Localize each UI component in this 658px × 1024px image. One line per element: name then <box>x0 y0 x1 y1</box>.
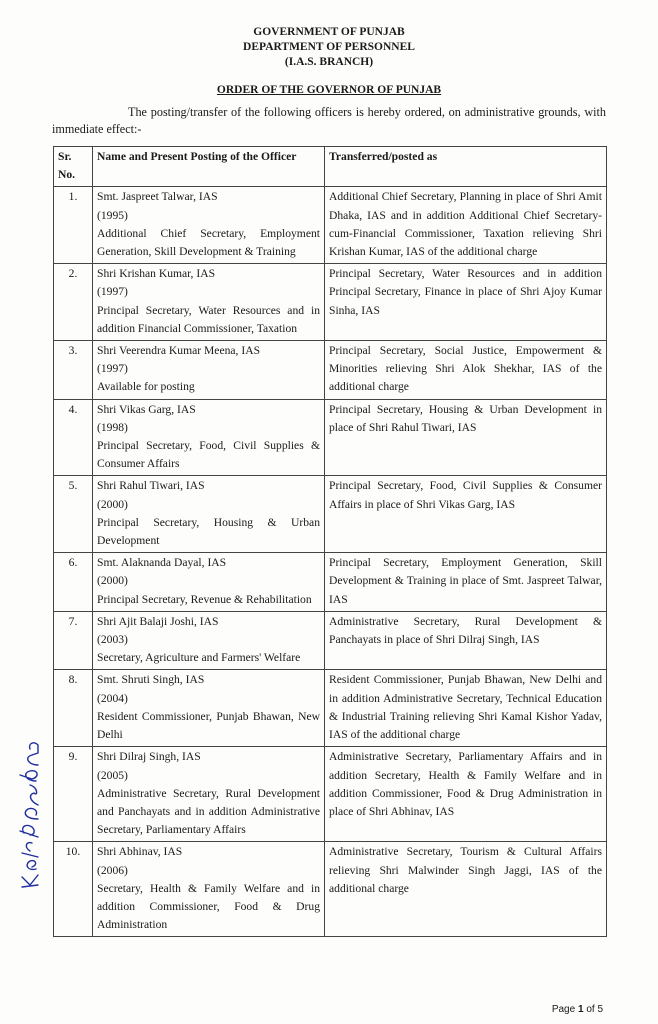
header-transferred: Transferred/posted as <box>325 147 607 187</box>
table-row <box>54 747 607 842</box>
footer-of-label: of <box>586 1004 595 1015</box>
officer-name: Shri Ajit Balaji Joshi, IAS <box>97 614 219 628</box>
row-sr-no: 5. <box>54 476 93 553</box>
officer-name: Shri Veerendra Kumar Meena, IAS <box>97 344 261 358</box>
table-row <box>54 670 607 747</box>
header-branch: (I.A.S. BRANCH) <box>284 56 374 68</box>
officer-present-posting: Principal Secretary, Housing & Urban Development <box>97 515 320 548</box>
row-sr-no: 2. <box>54 264 93 341</box>
officer-present-posting: Principal Secretary, Revenue & Rehabilitation <box>97 592 312 606</box>
row-sr-no: 4. <box>54 399 93 476</box>
handwritten-signature <box>8 735 48 895</box>
row-sr-no: 7. <box>54 611 93 670</box>
officer-name: Shri Krishan Kumar, IAS <box>97 267 216 281</box>
intro-paragraph: The posting/transfer of the following officers is hereby ordered, on administrative grounds, with immediate effect:- <box>52 105 606 136</box>
row-sr-no: 1. <box>54 187 93 264</box>
row-transferred-posted-as: Principal Secretary, Water Resources and in addition Principal Secretary, Finance in place of Shri Ajoy Kumar Sinha, IAS <box>325 264 607 341</box>
table-row <box>54 187 607 264</box>
table-header-row <box>54 147 607 187</box>
header-name-posting: Name and Present Posting of the Officer <box>93 147 325 187</box>
officer-present-posting: Principal Secretary, Water Resources and in addition Financial Commissioner, Taxation <box>97 303 320 335</box>
row-sr-no: 9. <box>54 747 93 842</box>
footer-total-pages: 5 <box>597 1004 603 1015</box>
footer-page-label: Page <box>551 1004 576 1015</box>
officer-present-posting: Administrative Secretary, Rural Development and Panchayats and in addition Administrative Secretary, Parliamentary Affairs <box>97 786 320 837</box>
row-transferred-posted-as: Principal Secretary, Food, Civil Supplies & Consumer Affairs in place of Shri Vikas Garg, IAS <box>325 476 607 553</box>
row-transferred-posted-as: Administrative Secretary, Parliamentary Affairs and in addition Secretary, Health & Family Welfare and in addition Commissioner, Food & Drug Administration in place of Shri Abhinav, IAS <box>325 747 607 842</box>
row-transferred-posted-as: Administrative Secretary, Tourism & Cultural Affairs relieving Shri Malwinder Singh Jaggi, IAS of the additional charge <box>325 842 607 937</box>
row-transferred-posted-as: Principal Secretary, Housing & Urban Development in place of Shri Rahul Tiwari, IAS <box>325 399 607 476</box>
row-transferred-posted-as: Administrative Secretary, Rural Development & Panchayats in place of Shri Dilraj Singh, IAS <box>325 611 607 670</box>
officer-batch-year: (1998) <box>97 420 128 434</box>
officer-present-posting: Secretary, Health & Family Welfare and in addition Commissioner, Food & Drug Administration <box>97 881 320 932</box>
row-officer-details <box>93 187 325 264</box>
header-government: GOVERNMENT OF PUNJAB <box>253 26 405 38</box>
table-row <box>54 842 607 937</box>
row-officer-details <box>93 842 325 937</box>
row-officer-details <box>93 553 325 612</box>
table-row <box>54 553 607 612</box>
officer-batch-year: (2003) <box>97 633 128 647</box>
officer-name: Shri Rahul Tiwari, IAS <box>97 479 205 493</box>
row-transferred-posted-as: Resident Commissioner, Punjab Bhawan, New Delhi and in addition Administrative Secretary, Technical Education & Industrial Training relieving Shri Kamal Kishor Yadav, IAS of the additional charge <box>325 670 607 747</box>
row-officer-details <box>93 611 325 670</box>
officer-batch-year: (2004) <box>97 691 128 705</box>
officer-name: Shri Dilraj Singh, IAS <box>97 750 201 764</box>
row-sr-no: 6. <box>54 553 93 612</box>
header-sr-no <box>54 147 93 187</box>
page-footer <box>552 1004 603 1015</box>
table-row <box>54 611 607 670</box>
table-row <box>54 264 607 341</box>
officer-name: Smt. Alaknanda Dayal, IAS <box>97 556 227 570</box>
officer-batch-year: (2006) <box>97 863 128 877</box>
table-row <box>54 399 607 476</box>
table-row <box>54 341 607 400</box>
officer-present-posting: Secretary, Agriculture and Farmers' Welfare <box>97 651 301 665</box>
table-row <box>54 476 607 553</box>
row-officer-details <box>93 670 325 747</box>
row-transferred-posted-as: Principal Secretary, Employment Generation, Skill Development & Training in place of Smt. Jaspreet Talwar, IAS <box>325 553 607 612</box>
footer-page-number: 1 <box>577 1004 584 1015</box>
row-officer-details <box>93 476 325 553</box>
row-sr-no: 10. <box>54 842 93 937</box>
header-sr-line1: Sr. <box>58 150 72 163</box>
officer-name: Smt. Jaspreet Talwar, IAS <box>97 190 218 204</box>
row-officer-details <box>93 747 325 842</box>
row-sr-no: 8. <box>54 670 93 747</box>
officer-name: Shri Vikas Garg, IAS <box>97 402 196 416</box>
officer-present-posting: Additional Chief Secretary, Employment Generation, Skill Development & Training <box>97 226 320 259</box>
officer-batch-year: (2005) <box>97 768 128 782</box>
officer-batch-year: (1997) <box>97 362 128 376</box>
officer-present-posting: Available for posting <box>97 380 195 394</box>
row-sr-no: 3. <box>54 341 93 400</box>
document-header <box>0 25 658 70</box>
transfer-table <box>53 146 607 937</box>
officer-batch-year: (2000) <box>97 574 128 588</box>
row-transferred-posted-as: Additional Chief Secretary, Planning in place of Shri Amit Dhaka, IAS and in addition Additional Chief Secretary-cum-Financial Commissioner, Taxation relieving Shri Krishan Kumar, IAS of the additional charge <box>325 187 607 264</box>
header-department: DEPARTMENT OF PERSONNEL <box>243 41 415 53</box>
officer-batch-year: (2000) <box>97 497 128 511</box>
officer-batch-year: (1997) <box>97 285 128 299</box>
officer-present-posting: Resident Commissioner, Punjab Bhawan, New Delhi <box>97 709 320 742</box>
row-officer-details <box>93 399 325 476</box>
officer-name: Smt. Shruti Singh, IAS <box>97 673 205 687</box>
officer-batch-year: (1995) <box>97 208 128 222</box>
row-transferred-posted-as: Principal Secretary, Social Justice, Empowerment & Minorities relieving Shri Alok Shekhar, IAS of the additional charge <box>325 341 607 400</box>
order-title: ORDER OF THE GOVERNOR OF PUNJAB <box>216 84 442 96</box>
row-officer-details <box>93 264 325 341</box>
header-sr-line2: No. <box>58 168 76 182</box>
officer-present-posting: Principal Secretary, Food, Civil Supplies & Consumer Affairs <box>97 439 320 471</box>
officer-name: Shri Abhinav, IAS <box>97 845 183 859</box>
row-officer-details <box>93 341 325 400</box>
